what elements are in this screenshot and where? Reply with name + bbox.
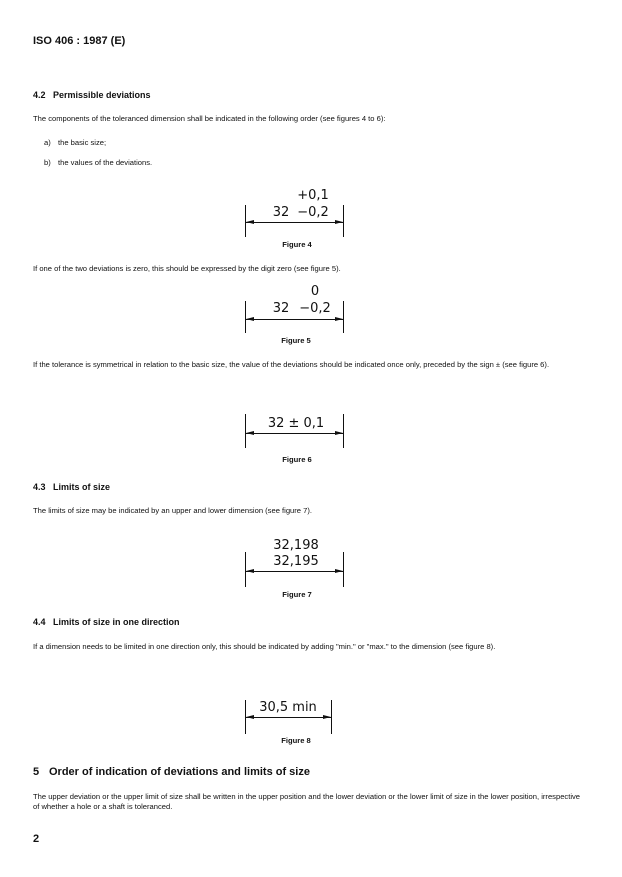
extension-line-right — [343, 301, 344, 333]
dimension-line — [246, 433, 343, 434]
figure-caption: Figure 7 — [282, 590, 312, 599]
section-heading-4-3 — [33, 482, 110, 492]
section-number: 4.2 — [33, 90, 46, 100]
dimension-value: 30,5 min — [259, 700, 317, 715]
arrowhead-right — [335, 220, 343, 224]
section-heading-4-4 — [33, 617, 180, 627]
arrowhead-right — [335, 569, 343, 573]
extension-line-right — [343, 552, 344, 587]
upper-deviation: +0,1 — [297, 188, 329, 203]
arrowhead-right — [335, 317, 343, 321]
list-item-label: b) — [44, 158, 51, 167]
extension-line-right — [343, 414, 344, 448]
list-item-text: the basic size; — [58, 138, 107, 147]
figure-4-dimension — [243, 188, 347, 238]
arrowhead-right — [335, 431, 343, 435]
section-number: 4.3 — [33, 482, 46, 492]
figure-8-dimension — [243, 700, 337, 736]
page-number: 2 — [33, 833, 40, 845]
list-item — [44, 158, 152, 167]
document-header: ISO 406 : 1987 (E) — [33, 35, 126, 47]
arrowhead-left — [246, 569, 254, 573]
upper-deviation: 0 — [310, 284, 320, 299]
section-number: 5 — [33, 766, 40, 778]
figure-7-dimension — [243, 538, 347, 588]
dimension-line — [246, 222, 343, 223]
paragraph-limits: The limits of size may be indicated by an upper and lower dimension (see figure 7). — [33, 506, 312, 515]
list-item-text: the values of the deviations. — [58, 158, 153, 167]
basic-size: 32 — [272, 301, 290, 316]
arrowhead-right — [323, 715, 331, 719]
figure-6-dimension — [243, 412, 347, 452]
section-heading-4-2 — [33, 90, 151, 100]
arrowhead-left — [246, 317, 254, 321]
section-number: 4.4 — [33, 617, 46, 627]
paragraph-one-direction: If a dimension needs to be limited in one direction only, this should be indicated by adding "min." or "max." to the dimension (see figure 8). — [33, 642, 496, 651]
section-title: Limits of size in one direction — [53, 617, 180, 627]
arrowhead-left — [246, 431, 254, 435]
paragraph-order: The upper deviation or the upper limit of size shall be written in the upper position and the lower deviation or the lower limit of size in the lower position, irrespective of whether a hole or a shaft is toleranced. — [33, 792, 581, 811]
basic-size: 32 — [272, 205, 290, 220]
figure-caption: Figure 8 — [281, 736, 311, 745]
arrowhead-left — [246, 715, 254, 719]
dimension-line — [246, 571, 343, 572]
lower-limit: 32,195 — [273, 554, 319, 569]
paragraph-symmetrical: If the tolerance is symmetrical in relation to the basic size, the value of the deviations should be indicated once only, preceded by the sign ± (see figure 6). — [33, 360, 550, 369]
figure-caption: Figure 6 — [282, 455, 312, 464]
paragraph-zero-deviation: If one of the two deviations is zero, this should be expressed by the digit zero (see figure 5). — [33, 264, 341, 273]
dimension-value: 32 ± 0,1 — [267, 416, 325, 431]
lower-deviation: −0,2 — [297, 205, 329, 220]
section-title: Permissible deviations — [53, 90, 151, 100]
lower-deviation: −0,2 — [299, 301, 331, 316]
dimension-line — [246, 717, 331, 718]
figure-caption: Figure 5 — [281, 336, 311, 345]
list-item — [44, 138, 106, 147]
section-title: Order of indication of deviations and limits of size — [49, 766, 310, 778]
upper-limit: 32,198 — [273, 538, 319, 553]
paragraph-intro: The components of the toleranced dimension shall be indicated in the following order (see figures 4 to 6): — [33, 114, 386, 123]
extension-line-right — [343, 205, 344, 237]
list-item-label: a) — [44, 138, 51, 147]
section-heading-5 — [33, 766, 310, 778]
section-title: Limits of size — [53, 482, 111, 492]
arrowhead-left — [246, 220, 254, 224]
dimension-line — [246, 319, 343, 320]
extension-line-right — [331, 700, 332, 734]
figure-5-dimension — [243, 284, 347, 334]
figure-caption: Figure 4 — [282, 240, 312, 249]
